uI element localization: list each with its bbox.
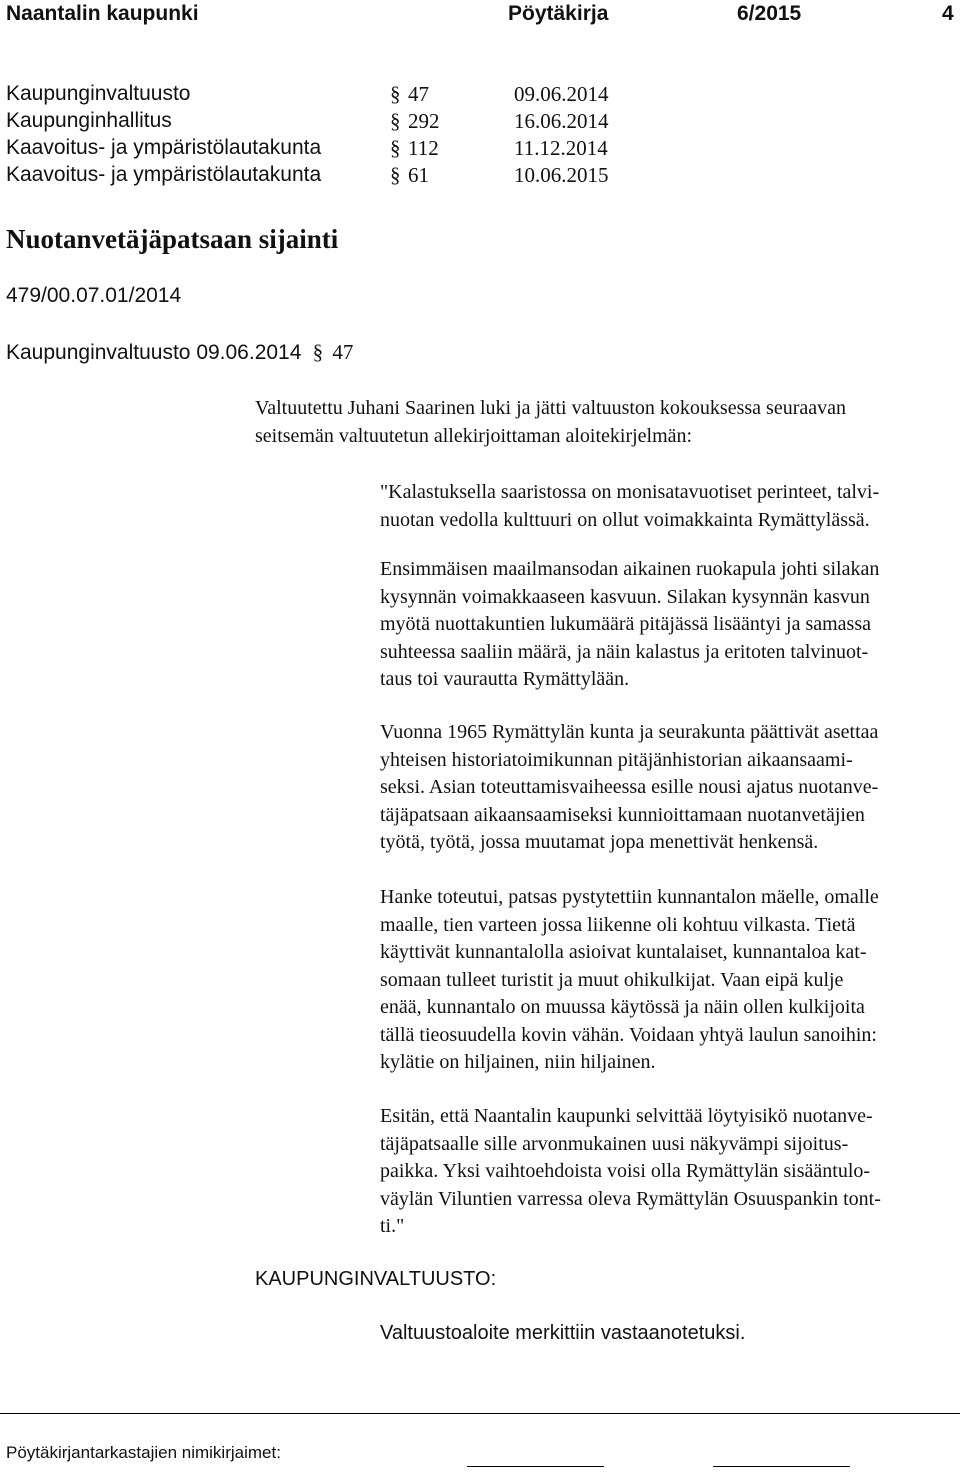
meeting-body-date: Kaupunginvaltuusto 09.06.2014 (6, 341, 302, 364)
header-city: Naantalin kaupunki (6, 2, 199, 25)
footer-divider (0, 1413, 960, 1414)
history-number: 112 (408, 136, 439, 160)
text-line: "Kalastuksella saaristossa on monisatavuotiset perinteet, talvi- (380, 481, 880, 503)
text-line: ti." (380, 1215, 405, 1237)
text-line: täjäpatsaalle sille arvonmukainen uusi näkyvämpi sijoitus- (380, 1132, 849, 1155)
text-line: suhteessa saaliin määrä, ja näin kalastus ja eritoten talvinuot- (380, 640, 869, 663)
section-sign: § (390, 136, 401, 160)
quote-paragraph (380, 719, 878, 857)
text-line: seksi. Asian toteuttamisvaiheessa esille nousi ajatus nuotanve- (380, 776, 879, 798)
history-body: Kaupunginvaltuusto (6, 82, 191, 105)
text-line: taus toi vaurautta Rymättylään. (380, 668, 630, 690)
text-line: väylän Viluntien varressa oleva Rymättylän Osuuspankin tont- (380, 1187, 881, 1210)
section-sign: § (390, 109, 401, 133)
history-body: Kaavoitus- ja ympäristölautakunta (6, 136, 322, 159)
text-line: täjäpatsaan aikaansaamiseksi kunnioittamaan nuotanvetäjien (380, 803, 865, 826)
text-line: tällä tieosuudella kovin vähän. Voidaan yhtyä laulun sanoihin: (380, 1023, 877, 1046)
text-line: Valtuutettu Juhani Saarinen luki ja jätti valtuuston kokouksessa seuraavan (255, 397, 846, 419)
quote-paragraph (380, 479, 879, 534)
text-line: työtä, työtä, jossa muutamat jopa menettivät henkensä. (380, 831, 819, 853)
quote-paragraph (380, 1103, 881, 1241)
decision-label: KAUPUNGINVALTUUSTO: (255, 1268, 497, 1290)
text-line: myötä nuottakuntien lukumäärä pitäjässä lisääntyi ja samassa (380, 613, 871, 635)
text-line: Ensimmäisen maailmansodan aikainen ruokapula johti silakan (380, 558, 880, 580)
text-line: paikka. Yksi vaihtoehdoista voisi olla Rymättylän sisääntulo- (380, 1160, 871, 1182)
history-date: 10.06.2015 (514, 163, 609, 187)
section-sign: § (390, 163, 401, 187)
text-line: yhteisen historiatoimikunnan pitäjänhistorian aikaansaami- (380, 748, 853, 771)
header-page-number: 4 (942, 2, 954, 25)
history-row (6, 163, 706, 190)
text-line: kysynnän voimakkaaseen kasvuun. Silakan kysynnän kasvun (380, 585, 870, 608)
text-line: seitsemän valtuutetun allekirjoittaman aloitekirjelmän: (255, 424, 693, 447)
section-sign: § (390, 82, 401, 106)
history-row (6, 136, 706, 163)
history-row (6, 109, 706, 136)
text-line: enää, kunnantalo on muussa käytössä ja näin ollen kulkijoita (380, 996, 865, 1018)
text-line: Vuonna 1965 Rymättylän kunta ja seurakunta päättivät asettaa (380, 721, 879, 743)
history-number: 47 (408, 82, 429, 106)
history-number: 61 (408, 163, 429, 187)
history-date: 11.12.2014 (514, 136, 608, 160)
signature-line (467, 1466, 604, 1467)
quote-paragraph (380, 884, 879, 1077)
text-line: kylätie on hiljainen, niin hiljainen. (380, 1051, 656, 1073)
header-doc-type: Pöytäkirja (508, 2, 609, 25)
history-body: Kaupunginhallitus (6, 109, 172, 132)
history-row (6, 82, 706, 109)
signature-line (713, 1466, 850, 1467)
text-line: käyttivät kunnantalolla asioivat kuntalaiset, kunnantaloa kat- (380, 941, 867, 963)
section-sign: § (312, 340, 324, 364)
history-date: 09.06.2014 (514, 82, 609, 106)
signatures-label: Pöytäkirjantarkastajien nimikirjaimet: (6, 1443, 281, 1462)
text-line: maalle, tien varteen jossa liikenne oli kohtuu vilkasta. Tietä (380, 913, 856, 936)
text-line: Hanke toteutui, patsas pystytettiin kunnantalon mäelle, omalle (380, 886, 879, 908)
quote-paragraph (380, 556, 879, 694)
history-number: 292 (408, 109, 440, 133)
header-issue: 6/2015 (737, 2, 802, 25)
meeting-number: 47 (332, 340, 354, 364)
meeting-line (6, 340, 353, 365)
history-body: Kaavoitus- ja ympäristölautakunta (6, 163, 322, 186)
text-line: somaan tulleet turistit ja muut ohikulkijat. Vaan eipä kulje (380, 968, 844, 991)
text-line: nuotan vedolla kulttuuri on ollut voimakkainta Rymättylässä. (380, 508, 870, 531)
intro-text (255, 395, 846, 450)
record-id: 479/00.07.01/2014 (6, 284, 182, 307)
decision-text: Valtuustoaloite merkittiin vastaanotetuksi. (380, 1322, 746, 1344)
text-line: Esitän, että Naantalin kaupunki selvittää löytyisikö nuotanve- (380, 1105, 873, 1127)
history-date: 16.06.2014 (514, 109, 609, 133)
page-title: Nuotanvetäjäpatsaan sijainti (6, 224, 339, 254)
